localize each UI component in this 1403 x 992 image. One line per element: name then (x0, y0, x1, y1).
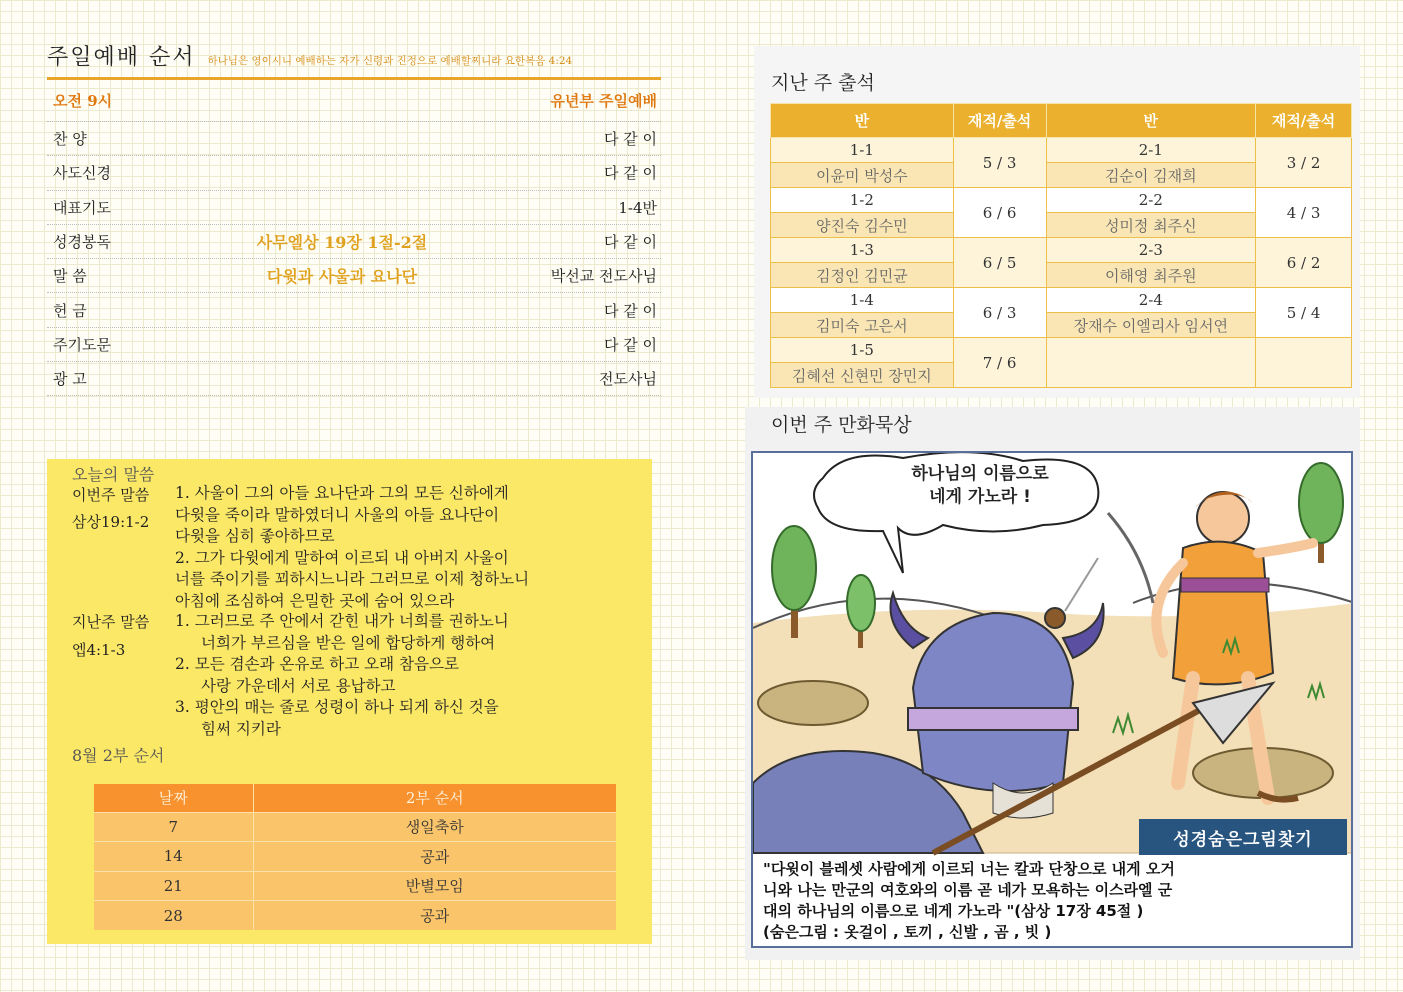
service-leader: 다 같 이 (603, 301, 657, 320)
class-count: 6 / 6 (953, 188, 1046, 238)
class-count: 5 / 4 (1256, 288, 1352, 338)
service-leader: 다 같 이 (603, 130, 657, 149)
schedule-row (94, 812, 616, 842)
service-item: 광 고 (53, 370, 87, 389)
caption-line: 대의 하나님의 이름으로 네게 가노라 "(삼상 17장 45절 ) (763, 902, 1144, 920)
attendance-col-count: 재적/출석 (1256, 104, 1352, 138)
attendance-class-row (771, 238, 1352, 263)
service-leader: 다 같 이 (603, 233, 657, 252)
speech-line: 하나님의 이름으로 (911, 464, 1049, 484)
caption-line: (숨은그림 : 옷걸이 , 토끼 , 신발 , 곰 , 빗 ) (763, 923, 1052, 941)
class-count: 5 / 3 (953, 138, 1046, 188)
last-week-ref: 엡4:1-3 (72, 641, 126, 659)
schedule-table (94, 784, 616, 930)
hidden-picture-badge: 성경숨은그림찾기 (1139, 819, 1347, 855)
cartoon-section (745, 407, 1360, 960)
stone (1045, 608, 1065, 628)
service-row (47, 259, 661, 293)
class-teachers: 성미정 최주신 (1046, 213, 1256, 238)
schedule-order: 반별모임 (253, 871, 616, 901)
verse-line: 너희가 부르심을 받은 일에 합당하게 행하여 (201, 633, 496, 652)
verse-line: 너를 죽이기를 꾀하시느니라 그러므로 이제 청하노니 (175, 570, 530, 588)
cartoon-caption (763, 859, 1343, 943)
service-row (47, 328, 661, 362)
speech-text (871, 463, 1089, 509)
class-teachers: 김순이 김재희 (1046, 163, 1256, 188)
empty-class-cell (1046, 338, 1256, 388)
service-rows (47, 80, 661, 396)
service-row (47, 293, 661, 327)
attendance-class-row (771, 188, 1352, 213)
service-row (47, 225, 661, 259)
schedule-col-date: 날짜 (94, 784, 253, 812)
word-box (47, 459, 652, 944)
service-item: 헌 금 (53, 301, 87, 320)
class-count: 3 / 2 (1256, 138, 1352, 188)
empty-count-cell (1256, 338, 1352, 388)
speech-line: 네게 가노라 ! (929, 487, 1031, 507)
caption-line: 니와 나는 만군의 여호와의 이름 곧 네가 모욕하는 이스라엘 군 (763, 881, 1173, 899)
service-leader: 다 같 이 (603, 164, 657, 183)
service-title: 주일예배 순서 (47, 45, 196, 70)
service-item: 말 씀 (53, 267, 87, 286)
class-id: 1-5 (771, 338, 954, 363)
service-row (47, 122, 661, 156)
class-teachers: 김정인 김민균 (771, 263, 954, 288)
class-count: 6 / 3 (953, 288, 1046, 338)
service-detail: 사무엘상 19장 1절-2절 (256, 233, 428, 253)
attendance-class-row (771, 338, 1352, 363)
class-count: 6 / 2 (1256, 238, 1352, 288)
class-id: 2-4 (1046, 288, 1256, 313)
service-item: 주기도문 (53, 335, 111, 354)
schedule-header-row (94, 784, 616, 812)
class-id: 2-3 (1046, 238, 1256, 263)
last-week-label: 지난주 말씀 (72, 613, 150, 631)
attendance-title: 지난 주 출석 (771, 72, 875, 94)
this-week-ref: 삼상19:1-2 (72, 513, 150, 531)
cartoon-illustration (751, 451, 1353, 948)
caption-line: "다윗이 블레셋 사람에게 이르되 너는 칼과 단창으로 내게 오거 (763, 860, 1175, 878)
schedule-order: 공과 (253, 842, 616, 872)
service-header-row (47, 80, 661, 122)
service-item: 찬 양 (53, 130, 87, 149)
attendance-col-class: 반 (1046, 104, 1256, 138)
verse-line: 다윗을 심히 좋아하므로 (175, 527, 335, 545)
verse-line: 2. 모든 겸손과 온유로 하고 오래 참음으로 (175, 655, 459, 673)
service-row (47, 191, 661, 225)
service-leader: 1-4반 (618, 198, 657, 217)
attendance-class-row (771, 288, 1352, 313)
schedule-row (94, 901, 616, 931)
schedule-title: 8월 2부 순서 (72, 746, 165, 765)
service-name: 유년부 주일예배 (550, 92, 657, 110)
service-detail: 다윗과 사울과 요나단 (266, 267, 418, 287)
attendance-section (754, 46, 1360, 398)
attendance-header-row (771, 104, 1352, 138)
schedule-date: 28 (94, 901, 253, 931)
schedule-date: 14 (94, 842, 253, 872)
service-item: 성경봉독 (53, 233, 111, 252)
class-count: 4 / 3 (1256, 188, 1352, 238)
schedule-row (94, 842, 616, 872)
word-title: 오늘의 말씀 (72, 465, 155, 484)
service-order (47, 40, 661, 396)
service-leader: 다 같 이 (603, 335, 657, 354)
this-week-text (175, 483, 529, 612)
verse-line: 1. 사울이 그의 아들 요나단과 그의 모든 신하에게 (175, 484, 509, 502)
class-teachers: 김미숙 고은서 (771, 313, 954, 338)
class-id: 2-2 (1046, 188, 1256, 213)
verse-line: 사랑 가운데서 서로 용납하고 (201, 676, 396, 695)
attendance-col-class: 반 (771, 104, 954, 138)
verse-line: 아침에 조심하여 은밀한 곳에 숨어 있으라 (175, 591, 455, 610)
verse-line: 2. 그가 다윗에게 말하여 이르되 내 아버지 사울이 (175, 548, 509, 567)
verse-line: 힘써 지키라 (201, 719, 281, 738)
service-verse: 하나님은 영이시니 예배하는 자가 신령과 진정으로 예배할찌니라 요한복음 4:24 (207, 55, 573, 67)
class-id: 1-4 (771, 288, 954, 313)
class-count: 7 / 6 (953, 338, 1046, 388)
schedule-row (94, 871, 616, 901)
class-id: 1-2 (771, 188, 954, 213)
attendance-class-row (771, 138, 1352, 163)
this-week-label: 이번주 말씀 (72, 486, 150, 504)
last-week-text (175, 611, 509, 740)
verse-line: 다윗을 죽이라 말하였더니 사울의 아들 요나단이 (175, 505, 500, 524)
service-leader: 박선교 전도사님 (550, 267, 657, 286)
service-row (47, 156, 661, 190)
class-teachers: 이해영 최주원 (1046, 263, 1256, 288)
class-count: 6 / 5 (953, 238, 1046, 288)
attendance-table (770, 103, 1352, 388)
verse-line: 1. 그러므로 주 안에서 갇힌 내가 너희를 권하노니 (175, 612, 509, 630)
class-id: 1-1 (771, 138, 954, 163)
service-header (47, 40, 661, 80)
service-item: 사도신경 (53, 164, 111, 183)
attendance-col-count: 재적/출석 (953, 104, 1046, 138)
service-leader: 전도사님 (599, 370, 657, 389)
cartoon-title: 이번 주 만화묵상 (771, 414, 912, 436)
class-id: 1-3 (771, 238, 954, 263)
schedule-order: 공과 (253, 901, 616, 931)
service-item: 대표기도 (53, 198, 111, 217)
class-teachers: 양진숙 김수민 (771, 213, 954, 238)
service-time: 오전 9시 (53, 92, 113, 110)
schedule-order: 생일축하 (253, 812, 616, 842)
verse-line: 3. 평안의 매는 줄로 성령이 하나 되게 하신 것을 (175, 698, 499, 716)
class-teachers: 김혜선 신현민 장민지 (771, 363, 954, 388)
schedule-col-order: 2부 순서 (253, 784, 616, 812)
class-teachers: 이윤미 박성수 (771, 163, 954, 188)
schedule-date: 21 (94, 871, 253, 901)
class-id: 2-1 (1046, 138, 1256, 163)
schedule-date: 7 (94, 812, 253, 842)
class-teachers: 장재수 이엘리사 임서연 (1046, 313, 1256, 338)
service-row (47, 362, 661, 396)
